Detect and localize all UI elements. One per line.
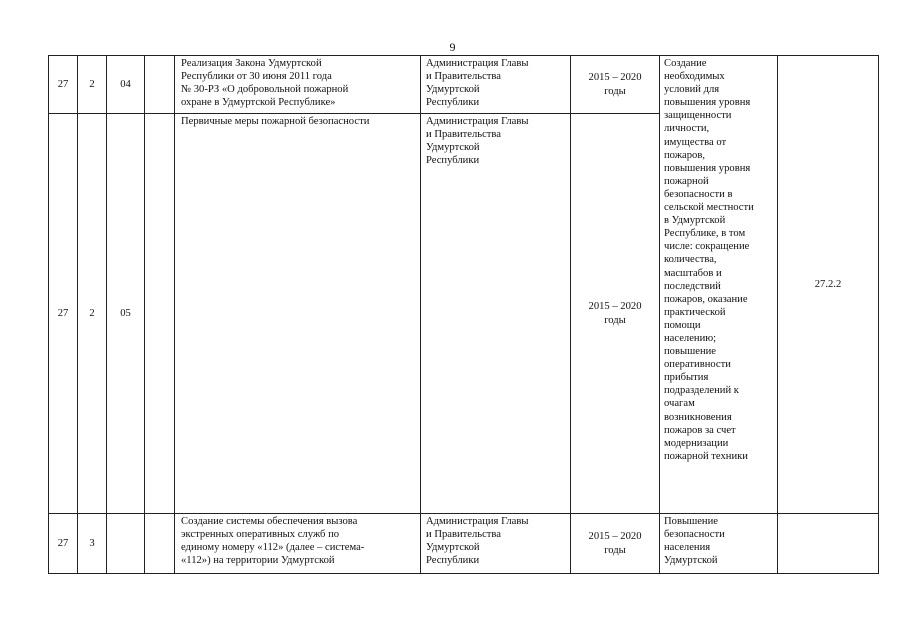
cell-expected-result — [660, 56, 778, 514]
cell-subprogram: 2 — [78, 114, 107, 514]
table-row — [49, 514, 879, 574]
page-number: 9 — [449, 40, 456, 54]
cell-subprogram: 2 — [78, 56, 107, 114]
period-text: 2015 – 2020 годы — [588, 531, 642, 556]
cell-activity: 05 — [107, 114, 145, 514]
cell-subactivity — [145, 514, 175, 574]
cell-responsible: Администрация Главы и Правительства Удмуртской Республики — [421, 114, 571, 514]
cell-indicator: 27.2.2 — [778, 56, 879, 514]
expected-result-text: Повышение безопасности населения Удмуртской — [664, 516, 725, 567]
period-text: 2015 – 2020 годы — [588, 301, 642, 326]
cell-description: Создание системы обеспечения вызова экстренных оперативных служб по единому номеру «112» (далее – система- «112») на территории Удмуртской — [175, 514, 421, 574]
cell-program: 27 — [49, 114, 78, 514]
program-table — [48, 55, 879, 574]
cell-period — [571, 56, 660, 114]
cell-responsible: Администрация Главы и Правительства Удмуртской Республики — [421, 56, 571, 114]
table-row — [49, 56, 879, 114]
cell-expected-result — [660, 514, 778, 574]
cell-subactivity — [145, 56, 175, 114]
cell-period — [571, 514, 660, 574]
cell-program: 27 — [49, 56, 78, 114]
period-text: 2015 – 2020 годы — [588, 72, 642, 97]
cell-indicator — [778, 514, 879, 574]
cell-activity — [107, 514, 145, 574]
cell-subactivity — [145, 114, 175, 514]
expected-result-text: Создание необходимых условий для повышения уровня защищенности личности, имущества от пожаров, повышения уровня пожарной безопасности в сельской местности в Удмуртской Республике, в том числе: сокращение количества, масштабов и последствий пожаров, оказание практической помощи населению; повышение оперативности прибытия подразделений к очагам возникновения пожаров за счет модернизации пожарной техники — [664, 58, 754, 462]
cell-description: Реализация Закона Удмуртской Республики от 30 июня 2011 года № 30-РЗ «О добровольной пожарной охране в Удмуртской Республике» — [175, 56, 421, 114]
cell-subprogram: 3 — [78, 514, 107, 574]
cell-period — [571, 114, 660, 514]
cell-description: Первичные меры пожарной безопасности — [175, 114, 421, 514]
cell-activity: 04 — [107, 56, 145, 114]
cell-program: 27 — [49, 514, 78, 574]
cell-responsible: Администрация Главы и Правительства Удмуртской Республики — [421, 514, 571, 574]
